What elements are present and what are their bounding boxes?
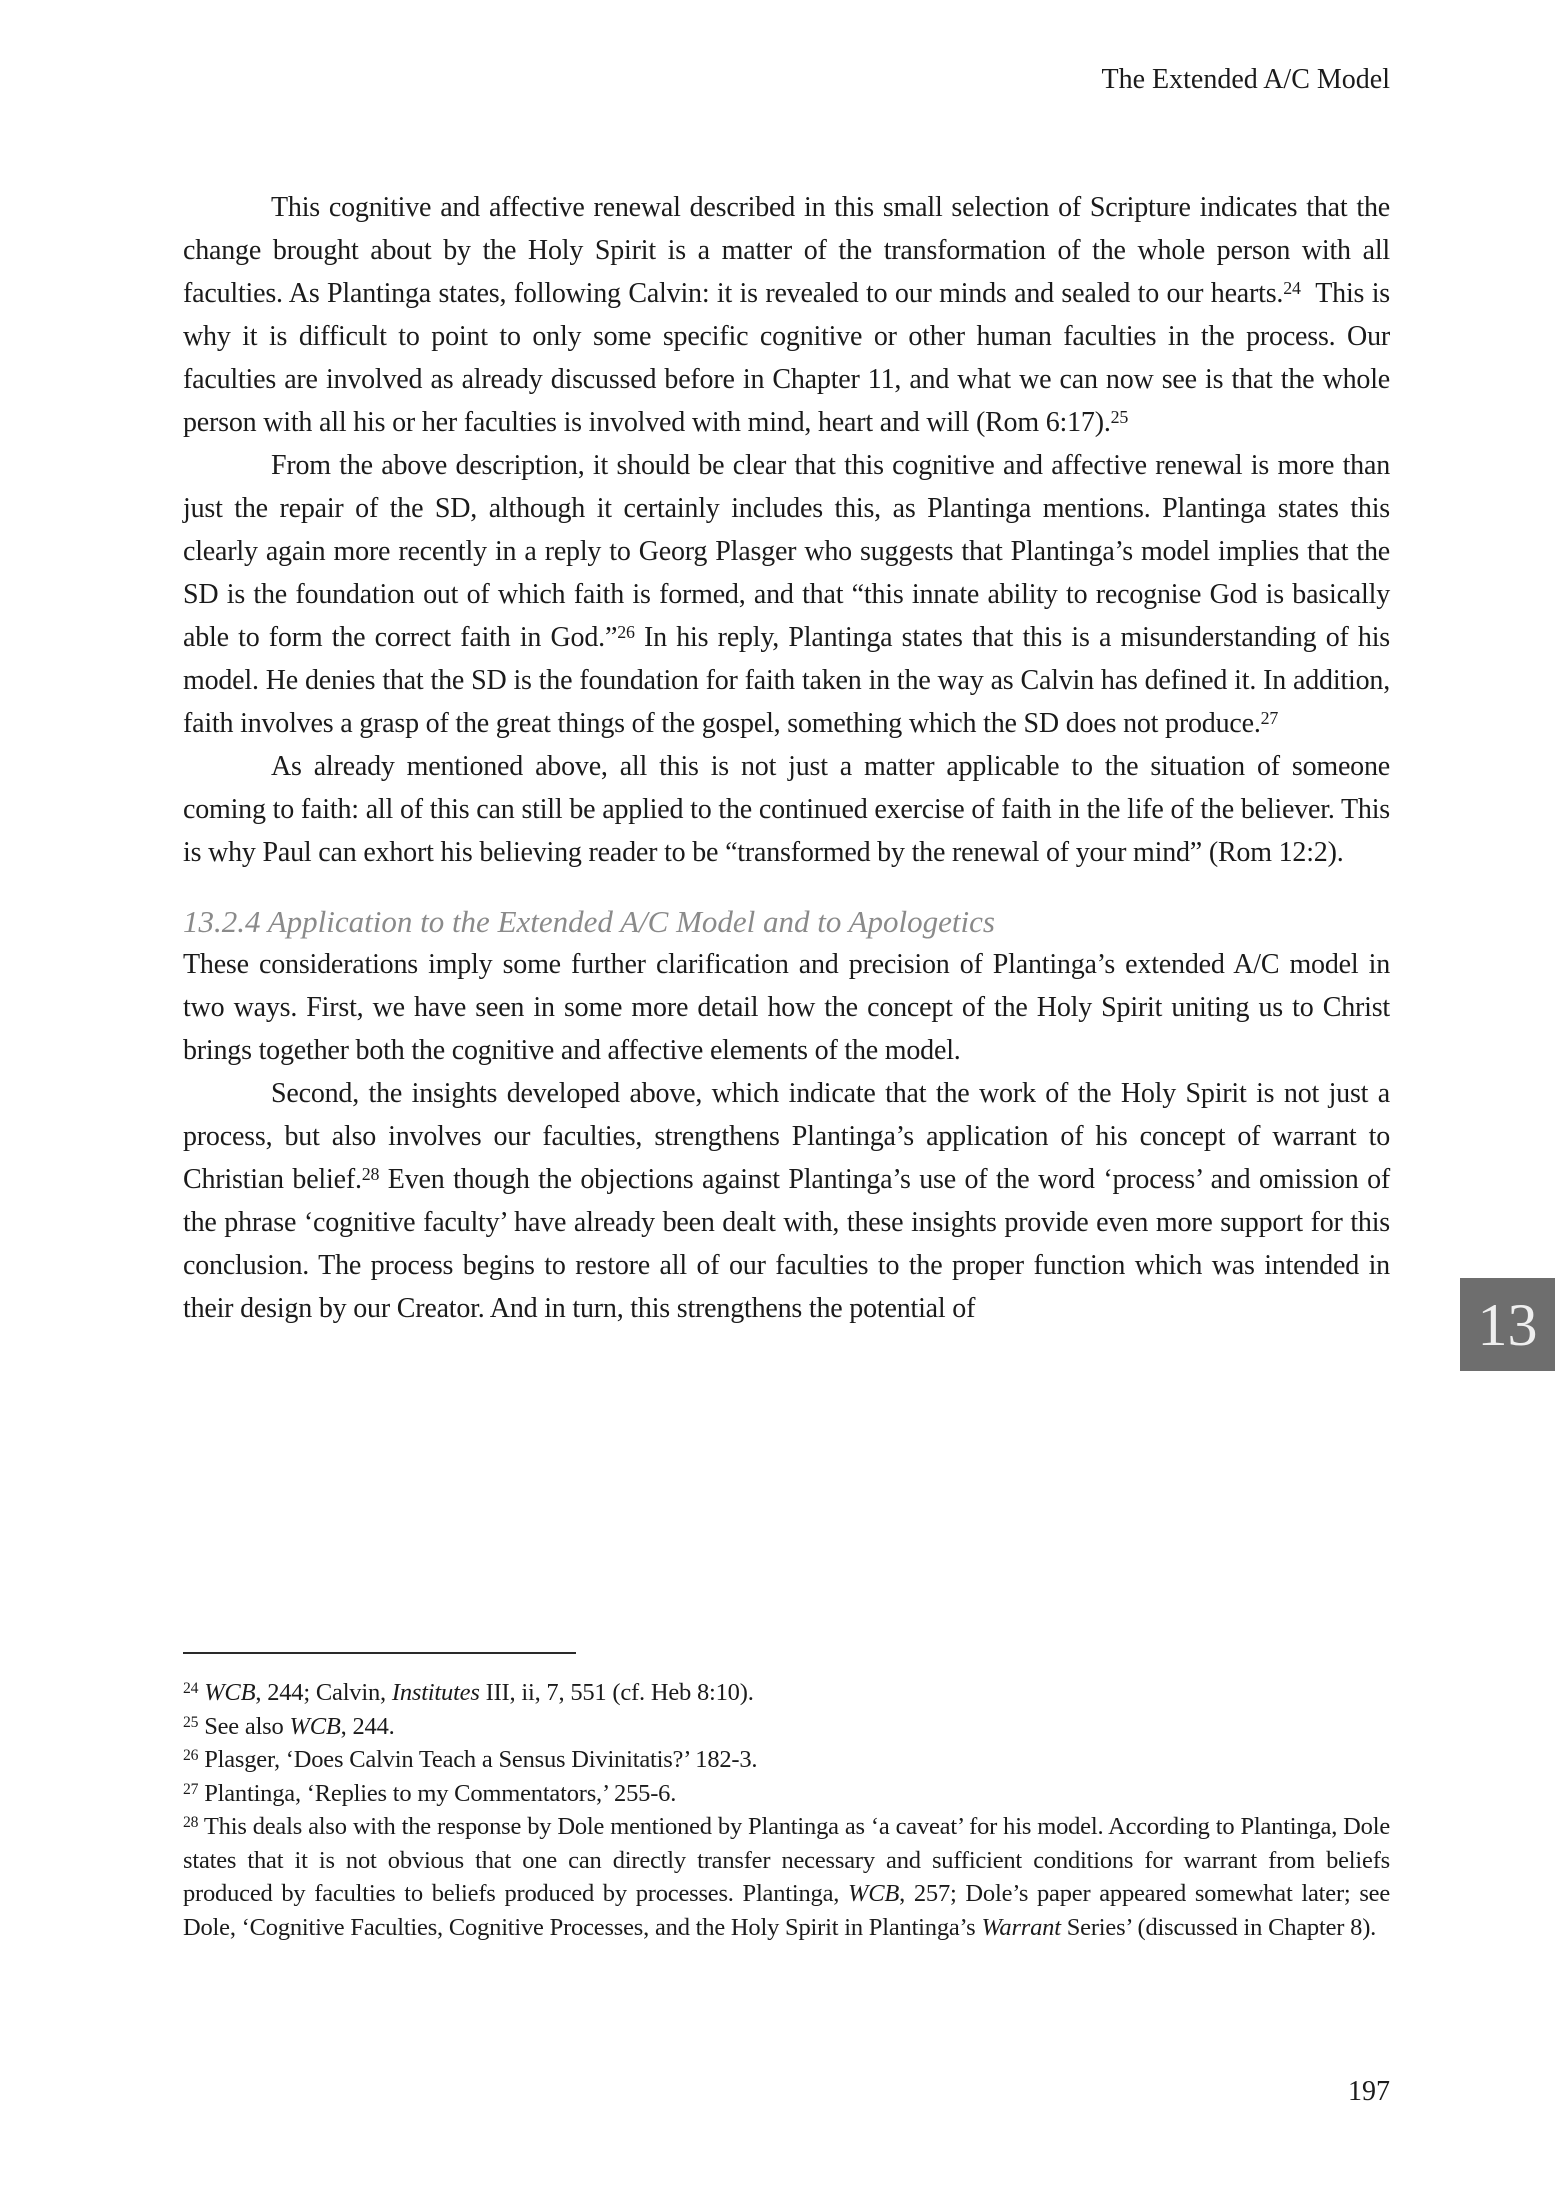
running-header: The Extended A/C Model xyxy=(1101,64,1390,95)
footnote: $^{24}$ WCB, 244; Calvin, Institutes III, ii, 7, 551 (cf. Heb 8:10). xyxy=(183,1679,754,1706)
body-paragraph: From the above description, it should be clear that this cognitive and affective renewal is more than just the repair of the SD, although it certainly includes this, as Plantinga mentions. Plantinga states this clearly again more recently in a reply to Georg Plasger who suggests that Plantinga’s model implies that the SD is the foundation out of which faith is formed, and that “this innate ability to recognise God is basically able to form the correct faith in God.”$^{26}$ In his reply, Plantinga states that this is a misunderstanding of his model. He denies that the SD is the foundation for faith taken in the way as Calvin has defined it. In addition, faith involves a grasp of the great things of the gospel, something which the SD does not produce.$^{27}$ xyxy=(183,450,1390,739)
body-paragraph: Second, the insights developed above, which indicate that the work of the Holy Spirit is not just a process, but also involves our faculties, strengthens Plantinga’s application of his concept of warrant to Christian belief.$^{28}$ Even though the objections against Plantinga’s use of the word ‘process’ and omission of the phrase ‘cognitive faculty’ have already been dealt with, these insights provide even more support for this conclusion. The process begins to restore all of our faculties to the proper function which was intended in their design by our Creator. And in turn, this strengthens the potential of xyxy=(183,1078,1390,1324)
body-text xyxy=(183,186,1390,1330)
footnote: $^{27}$ Plantinga, ‘Replies to my Commentators,’ 255-6. xyxy=(183,1779,677,1807)
footnote: $^{28}$ This deals also with the response by Dole mentioned by Plantinga as ‘a caveat’ for his model. According to Plantinga, Dole states that it is not obvious that one can directly transfer necessary and sufficient conditions for warrant from beliefs produced by faculties to beliefs produced by processes. Plantinga, WCB, 257; Dole’s paper appeared somewhat later; see Dole, ‘Cognitive Faculties, Cognitive Processes, and the Holy Spirit in Plantinga’s Warrant Series’ (discussed in Chapter 8). xyxy=(183,1813,1390,1941)
footnote-separator xyxy=(183,1652,576,1654)
footnote: $^{25}$ See also WCB, 244. xyxy=(183,1712,395,1740)
chapter-tab xyxy=(1460,1278,1555,1371)
footnotes xyxy=(183,1652,1390,1944)
body-paragraph: These considerations imply some further clarification and precision of Plantinga’s extended A/C model in two ways. First, we have seen in some more detail how the concept of the Holy Spirit uniting us to Christ brings together both the cognitive and affective elements of the model. xyxy=(183,949,1390,1066)
page-number: 197 xyxy=(1348,2076,1390,2107)
body-paragraph: As already mentioned above, all this is not just a matter applicable to the situation of someone coming to faith: all of this can still be applied to the continued exercise of faith in the life of the believer. This is why Paul can exhort his believing reader to be “transformed by the renewal of your mind” (Rom 12:2). xyxy=(183,751,1390,868)
footnote: $^{26}$ Plasger, ‘Does Calvin Teach a Sensus Divinitatis?’ 182-3. xyxy=(183,1746,758,1773)
chapter-number: 13 xyxy=(1477,1291,1538,1358)
section-heading: 13.2.4 Application to the Extended A/C Model and to Apologetics xyxy=(183,904,995,939)
body-paragraph: This cognitive and affective renewal described in this small selection of Scripture indicates that the change brought about by the Holy Spirit is a matter of the transformation of the whole person with all faculties. As Plantinga states, following Calvin: it is revealed to our minds and sealed to our hearts.$^{24}$ This is why it is difficult to point to only some specific cognitive or other human faculties in the process. Our faculties are involved as already discussed before in Chapter 11, and what we can now see is that the whole person with all his or her faculties is involved with mind, heart and will (Rom 6:17).$^{25}$ xyxy=(183,192,1390,438)
